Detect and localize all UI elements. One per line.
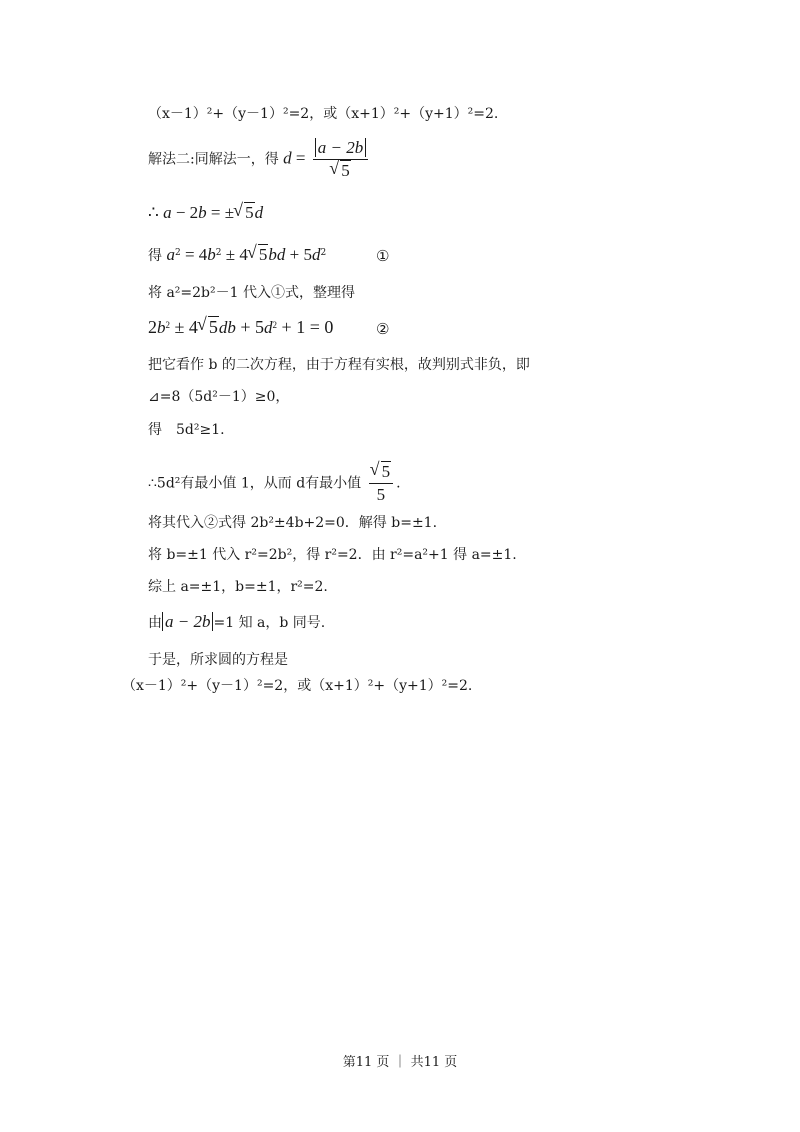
equation-mark-2: ② (376, 320, 390, 338)
formula-d: d (283, 148, 292, 168)
solve-b-line: 将其代入②式得 2b²±4b+2=0．解得 b=±1. (148, 515, 438, 531)
conclusion-intro: 于是，所求圆的方程是 (148, 652, 288, 668)
fraction-distance: a − 2b √ 5 (313, 138, 368, 181)
sign-line: 由 a − 2b =1 知 a，b 同号. (148, 612, 326, 631)
equation-line-1: （x－1）²+（y－1）²=2，或（x+1）²+（y+1）²=2. (148, 106, 499, 122)
fraction-min-value: √ $\frac{5}{5}$ (369, 462, 394, 505)
page-footer: 第11 页 ｜ 共11 页 (342, 1055, 458, 1070)
equation-line-4: 得 $a^2 = 4b^2 \pm 4√$ $5bd + 5d^2$ (148, 245, 326, 266)
solution-two-text: 解法二:同解法一，得 (148, 151, 279, 168)
solve-a-line: 将 b=±1 代入 r²=2b²，得 r²=2．由 r²=a²+1 得 a=±1. (148, 547, 517, 563)
equation-line-3: ∴ a − 2b = ±√ 5d (148, 203, 263, 223)
solution-two-intro: 解法二:同解法一，得 d = a − 2b √ 5 (148, 138, 371, 181)
discriminant-explanation: 把它看作 b 的二次方程，由于方程有实根，故判别式非负，即 (148, 357, 530, 373)
summary-line: 综上 a=±1，b=±1，r²=2. (148, 579, 328, 595)
minimum-value-line: ∴5d²有最小值 1，从而 d有最小值 √ $\frac{5}{5}$ . (148, 462, 401, 505)
equation-mark-1: ① (376, 247, 390, 265)
equation-line-6: $2b^2 \pm 4√$ $5db + 5d^2 + 1 = 0$ (148, 317, 333, 338)
discriminant-inequality: ⊿=8（5d²－1）≥0， (148, 389, 290, 405)
final-equation: （x－1）²+（y－1）²=2，或（x+1）²+（y+1）²=2. (122, 678, 473, 694)
inequality-result: 得 5d²≥1. (148, 422, 225, 438)
substitution-line: 将 a²=2b²－1 代入①式，整理得 (148, 285, 355, 301)
